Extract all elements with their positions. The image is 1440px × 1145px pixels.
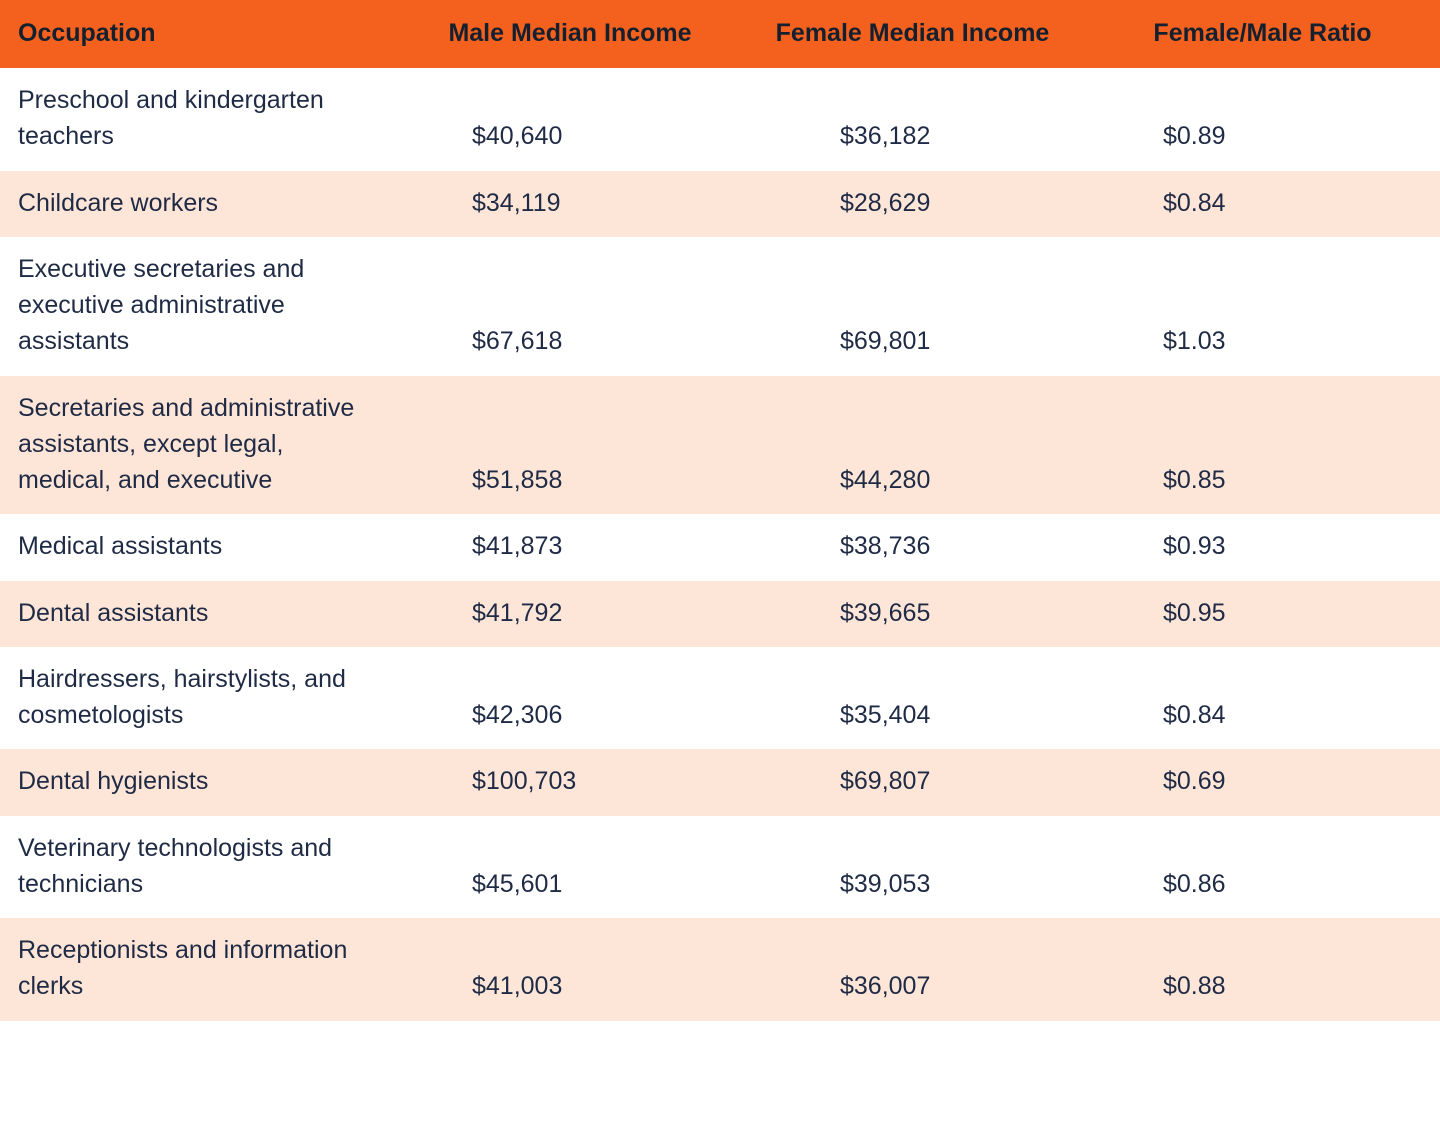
cell-ratio: $0.89 [1085,68,1440,171]
cell-occupation: Medical assistants [0,514,400,580]
cell-ratio: $0.95 [1085,581,1440,647]
cell-male-income: $100,703 [400,749,740,815]
table-row [0,749,1440,815]
table-row [0,376,1440,515]
table-row [0,816,1440,919]
cell-ratio: $1.03 [1085,237,1440,376]
table-row [0,918,1440,1021]
cell-occupation: Receptionists and information clerks [0,918,400,1021]
cell-female-income: $39,665 [740,581,1085,647]
cell-ratio: $0.84 [1085,647,1440,750]
cell-occupation: Executive secretaries and executive administrative assistants [0,237,400,376]
cell-occupation: Dental assistants [0,581,400,647]
cell-occupation: Veterinary technologists and technicians [0,816,400,919]
cell-ratio: $0.84 [1085,171,1440,237]
cell-female-income: $39,053 [740,816,1085,919]
cell-male-income: $67,618 [400,237,740,376]
cell-female-income: $38,736 [740,514,1085,580]
cell-ratio: $0.88 [1085,918,1440,1021]
cell-male-income: $41,792 [400,581,740,647]
table-body [0,68,1440,1021]
table-row [0,581,1440,647]
cell-female-income: $35,404 [740,647,1085,750]
column-header-occupation: Occupation [0,0,400,68]
cell-occupation: Childcare workers [0,171,400,237]
cell-occupation: Preschool and kindergarten teachers [0,68,400,171]
table-header [0,0,1440,68]
cell-female-income: $28,629 [740,171,1085,237]
cell-female-income: $36,182 [740,68,1085,171]
cell-male-income: $40,640 [400,68,740,171]
table-row [0,237,1440,376]
cell-ratio: $0.93 [1085,514,1440,580]
column-header-female-male-ratio: Female/Male Ratio [1085,0,1440,68]
cell-male-income: $51,858 [400,376,740,515]
table-row [0,514,1440,580]
cell-male-income: $41,873 [400,514,740,580]
cell-ratio: $0.86 [1085,816,1440,919]
cell-female-income: $69,801 [740,237,1085,376]
table-row [0,68,1440,171]
cell-female-income: $69,807 [740,749,1085,815]
cell-male-income: $34,119 [400,171,740,237]
cell-female-income: $36,007 [740,918,1085,1021]
cell-male-income: $42,306 [400,647,740,750]
cell-occupation: Dental hygienists [0,749,400,815]
cell-female-income: $44,280 [740,376,1085,515]
table-header-row [0,0,1440,68]
cell-ratio: $0.85 [1085,376,1440,515]
cell-occupation: Hairdressers, hairstylists, and cosmetologists [0,647,400,750]
table-row [0,647,1440,750]
column-header-female-median-income: Female Median Income [740,0,1085,68]
cell-male-income: $45,601 [400,816,740,919]
column-header-male-median-income: Male Median Income [400,0,740,68]
cell-occupation: Secretaries and administrative assistants, except legal, medical, and executive [0,376,400,515]
cell-male-income: $41,003 [400,918,740,1021]
cell-ratio: $0.69 [1085,749,1440,815]
table-row [0,171,1440,237]
